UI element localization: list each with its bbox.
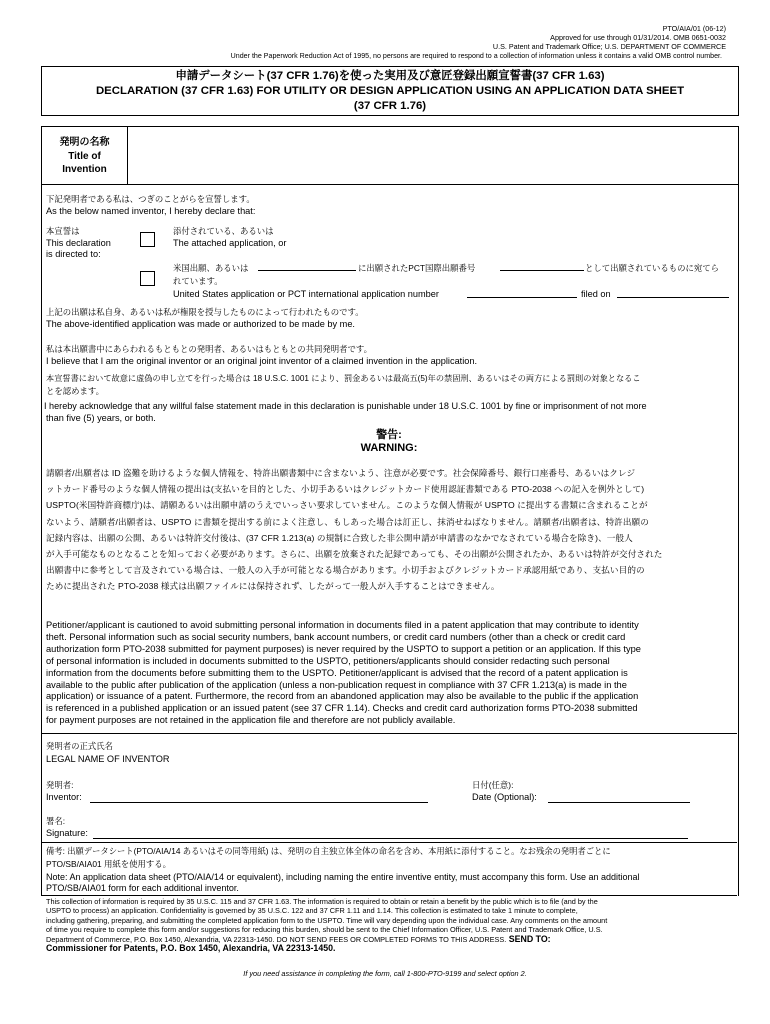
warning-en-line: application) or issuance of a patent. Furthermore, the record from an abandoned application may also be available to the public if the application [46, 691, 639, 702]
inventor-name-field[interactable] [90, 802, 428, 803]
approval-text: Approved for use through 01/31/2014. OMB 0651-0032 [550, 33, 726, 42]
footer-divider [41, 895, 737, 896]
signature-label-jp: 署名: [46, 816, 66, 826]
title-en-line2: (37 CFR 1.76) [353, 100, 427, 112]
warning-en-line: information from the documents before submitting them to the USPTO. Petitioner/applicant is advised that the record of a patent application is [46, 667, 628, 678]
title-en-line1: DECLARATION (37 CFR 1.63) FOR UTILITY OR DESIGN APPLICATION USING AN APPLICATION DATA SHEET [95, 85, 685, 97]
warning-en-line: of personal information is included in documents submitted to the USPTO, petitioners/applicants should consider redacting such personal [46, 655, 610, 666]
pct-number-blank-jp[interactable] [500, 270, 584, 271]
acknowledge-en2: than five (5) years, or both. [46, 413, 156, 423]
office-text: U.S. Patent and Trademark Office; U.S. DEPARTMENT OF COMMERCE [492, 42, 726, 51]
note-en1: Note: An application data sheet (PTO/AIA/14 or equivalent), including naming the entire inventive entity, must accompany this form. Use an additional [46, 872, 640, 882]
burden-line: including gathering, preparing, and submitting the completed application form to the USPTO. Time will vary depending upon the individual case. Any comments on the amount [46, 915, 608, 925]
option2-jp-c: として出願されているものに宛てら [585, 263, 719, 273]
acknowledge-en1: I hereby acknowledge that any willful false statement made in this declaration is punishable under 18 U.S.C. 1001 by fine or imprisonment of not more [44, 401, 647, 411]
note-divider [41, 842, 737, 843]
title-jp: 申請データシート(37 CFR 1.76)を使った実用及び意匠登録出願宣誓書(37 CFR 1.63) [175, 70, 605, 82]
original-jp: 私は本出願書中にあらわれるもともとの発明者、あるいはもともとの共同発明者です。 [46, 344, 372, 354]
legal-name-jp: 発明者の正式氏名 [46, 741, 113, 751]
signature-label-en: Signature: [46, 828, 88, 838]
warning-en-line: is referenced in a published application or an issued patent (see 37 CFR 1.14). Checks and credit card authorization forms PTO-2038 submitted [46, 703, 638, 714]
option1-jp: 添付されている、あるいは [173, 226, 274, 236]
warning-en-line: theft. Personal information such as social security numbers, bank account numbers, or credit card numbers (other than a check or credit card [46, 631, 626, 642]
warning-jp-line: が入手可能なものとなることを知っておく必要があります。さらに、出願を放棄された記録であっても、その出願が公開されたか、あるいは特許が交付された [46, 549, 663, 560]
authorized-en: The above-identified application was made or authorized to be made by me. [46, 319, 355, 329]
invention-title-row [42, 127, 738, 185]
option2-en-a: United States application or PCT international application number [173, 289, 439, 299]
warning-jp-line: ットカード番号のような個人情報の提出は(支払いを目的とした、小切手あるいはクレジットカード使用認証書類である PTO-2038 への記入を例外として) [46, 484, 645, 495]
burden-line: of time you require to complete this form and/or suggestions for reducing this burden, should be sent to the Chief Information Officer, U.S. Patent and Trademark Office, U.S. [46, 925, 603, 935]
warning-en-line: for payment purposes are not retained in the application file and therefore are not publicly available. [46, 715, 456, 726]
note-en2: PTO/SB/AIA01 form for each additional inventor. [46, 883, 239, 893]
invention-title-field[interactable] [130, 131, 730, 179]
application-number-field[interactable] [467, 297, 577, 298]
warning-jp-line: 請願者/出願者は ID 盗難を助けるような個人情報を、特許出願書類中に含まないよう、注意が必要です。社会保障番号、銀行口座番号、あるいはクレジ [46, 468, 636, 478]
burden-line: This collection of information is required by 35 U.S.C. 115 and 37 CFR 1.63. The information is required to obtain or retain a benefit by the public which is to file (and by the [46, 897, 598, 906]
directed-jp: 本宣誓は [46, 226, 80, 236]
note-jp1: 備考: 出願データシート(PTO/AIA/14 あるいはその同等用紙) は、発明の自主独立体全体の命名を含め、本用紙に添付すること。なお残余の発明者ごとに [46, 846, 611, 856]
form-title-box [41, 66, 739, 116]
warning-en-paragraph [46, 620, 736, 727]
warning-en-line: authorization form PTO-2038 submitted for payment purposes) is never required by the USPTO to support a petition or an application. If this type [46, 643, 641, 654]
declare-en: As the below named inventor, I hereby declare that: [46, 206, 256, 216]
declare-jp: 下記発明者である私は、つぎのことがらを宣誓します。 [46, 194, 255, 204]
option1-en: The attached application, or [173, 238, 287, 248]
warning-en-line: available to the public after publication of the application (unless a non-publication request in compliance with 37 CFR 1.213(a) is made in the [46, 679, 627, 690]
warning-jp-line: 記録内容は、出願の公開、あるいは特許交付後は、(37 CFR 1.213(a) の規制に合致した非公開申請が申請書のなかでなされている場合を除き)、一般人 [46, 532, 633, 543]
filed-on-date-field[interactable] [617, 297, 729, 298]
warning-jp-line: 出願書中に参考として言及されている場合は、一般人の入手が可能となる場合があります。小切手およびクレジットカード承認用紙であり、支払い目的の [46, 565, 645, 576]
inventor-label-en: Inventor: [46, 792, 82, 802]
acknowledge-jp1: 本宣誓書において故意に虚偽の申し立てを行った場合は 18 U.S.C. 1001 により、罰金あるいは最高五(5)年の禁固刑、あるいはその両方による罰則の対象となるこ [46, 374, 641, 383]
form-id: PTO/AIA/01 (06-12) [662, 24, 726, 33]
paperwork-text: Under the Paperwork Reduction Act of 1995, no persons are required to respond to a collection of information unless it contains a valid OMB control number. [230, 52, 722, 60]
legal-name-en: LEGAL NAME OF INVENTOR [46, 754, 170, 764]
warning-jp-paragraph [46, 465, 732, 595]
warning-heading-jp: 警告: [376, 429, 402, 441]
original-en: I believe that I am the original inventor or an original joint inventor of a claimed invention in the application. [46, 356, 478, 366]
send-to-label: SEND TO: [506, 933, 551, 944]
signature-field[interactable] [93, 838, 688, 839]
section-divider [41, 733, 737, 734]
assistance-text: If you need assistance in completing the form, call 1-800-PTO-9199 and select option 2. [243, 969, 527, 978]
invention-label-en1: Title of [68, 151, 101, 162]
warning-heading-en: WARNING: [360, 442, 418, 454]
us-application-checkbox[interactable] [140, 271, 155, 286]
invention-title-label [42, 127, 128, 184]
date-field[interactable] [548, 802, 690, 803]
option2-en-b: filed on [581, 289, 611, 299]
attached-application-checkbox[interactable] [140, 232, 155, 247]
date-label-en: Date (Optional): [472, 792, 537, 802]
option2-jp-b: に出願されたPCT国際出願番号 [358, 263, 476, 273]
inventor-label-jp: 発明者: [46, 780, 74, 790]
warning-jp-line: USPTO(米国特許商標庁)は、請願あるいは出願申請のうえでいっさい要求していません。このような個人情報が USPTO に提出する書類に含まれることが [46, 500, 648, 511]
invention-label-jp: 発明の名称 [59, 137, 110, 148]
directed-en2: is directed to: [46, 249, 101, 259]
warning-jp-line: ないよう、請願者/出願者は、USPTO に書類を提出する前によく注意し、もしあった場合は訂正し、抹消せねばなりません。請願者/出願者は、特許出願の [46, 516, 649, 527]
burden-line: USPTO to process) an application. Confidentiality is governed by 35 U.S.C. 122 and 37 CFR 1.11 and 1.14. This collection is estimated to take 1 minute to complete, [46, 906, 578, 916]
option2-jp-d: れています。 [173, 276, 223, 286]
commissioner-address: Commissioner for Patents, P.O. Box 1450, Alexandria, VA 22313-1450. [46, 943, 336, 954]
date-label-jp: 日付(任意): [472, 780, 514, 790]
acknowledge-jp2: とを認めます。 [46, 386, 104, 396]
authorized-jp: 上記の出願は私自身、あるいは私が権限を授与したものによって行われたものです。 [46, 307, 364, 317]
burden-line-text: Department of Commerce, P.O. Box 1450, Alexandria, VA 22313-1450. DO NOT SEND FEES OR COMPLETED FORMS TO THIS ADDRESS. [46, 934, 507, 944]
warning-jp-line: ために提出された PTO-2038 様式は出願ファイルには保持されず、したがって一般人が入手することはできません。 [46, 581, 500, 592]
us-application-blank-jp[interactable] [258, 270, 356, 271]
invention-label-en2: Invention [62, 164, 107, 175]
burden-statement [46, 897, 736, 953]
option2-jp-a: 米国出願、あるいは [173, 263, 249, 273]
note-jp2: PTO/SB/AIA01 用紙を使用する。 [46, 859, 172, 869]
directed-en1: This declaration [46, 238, 111, 248]
warning-en-line: Petitioner/applicant is cautioned to avoid submitting personal information in documents filed in a patent application that may contribute to identity [46, 620, 639, 630]
